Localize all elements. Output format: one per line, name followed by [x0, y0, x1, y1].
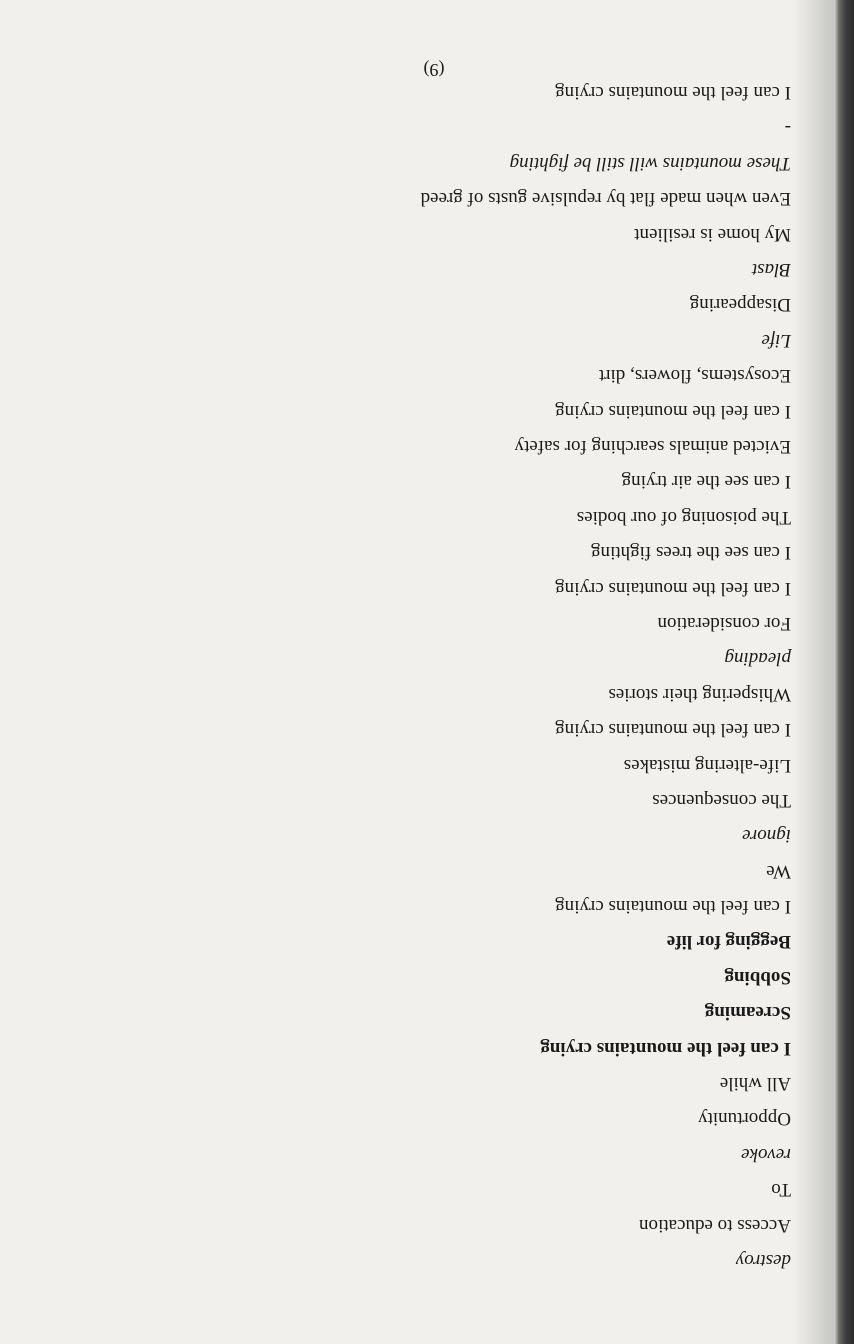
page-number: (9) — [423, 60, 445, 80]
poem-line: Life-altering mistakes — [623, 754, 791, 776]
poem-line: I can feel the mountains crying — [555, 82, 791, 104]
poem-line: - — [784, 117, 791, 139]
poem-line: To — [771, 1179, 791, 1201]
poem-line: pleading — [724, 648, 791, 670]
poem-line: My home is resilient — [634, 223, 791, 245]
poem-line: Evicted animals searching for safety — [514, 436, 791, 458]
poem-line: For consideration — [657, 612, 791, 634]
poem-line: destroy — [735, 1250, 791, 1271]
poem-line: I can see the air trying — [621, 471, 791, 493]
poem-line: All while — [719, 1073, 791, 1095]
poem-line: We — [766, 860, 791, 882]
binding-shadow — [794, 0, 834, 1344]
poem-line: Begging for life — [666, 931, 791, 953]
poem-line: The consequences — [652, 789, 791, 811]
poem-line: These mountains will still be fighting — [509, 152, 791, 174]
poem-line: ignore — [742, 825, 791, 847]
poem-line: revoke — [741, 1143, 791, 1165]
poem-line: Even when made flat by repulsive gusts of greed — [420, 188, 791, 210]
poem-line: The poisoning of our bodies — [576, 506, 791, 528]
poem-line: Life — [761, 329, 791, 351]
poem-line: Ecosystems, flowers, dirt — [598, 365, 791, 387]
poem-line: Whispering their stories — [608, 683, 791, 705]
poem-line: I can see the trees fighting — [591, 542, 791, 564]
poem-line: Screaming — [704, 1002, 791, 1024]
book-binding-edge — [834, 0, 854, 1344]
poem-line: Access to education — [639, 1214, 791, 1236]
poem-line: Sobbing — [724, 966, 791, 988]
poem-line: I can feel the mountains crying — [555, 577, 791, 599]
poem-line: I can feel the mountains crying — [555, 896, 791, 918]
poem-body — [71, 75, 791, 1278]
poem-line: I can feel the mountains crying — [540, 1037, 791, 1059]
poem-line: I can feel the mountains crying — [555, 719, 791, 741]
poem-line: Opportunity — [698, 1108, 791, 1130]
poem-line: Disappearing — [689, 294, 791, 316]
poem-line: I can feel the mountains crying — [555, 400, 791, 422]
poem-line: Blast — [751, 259, 791, 281]
